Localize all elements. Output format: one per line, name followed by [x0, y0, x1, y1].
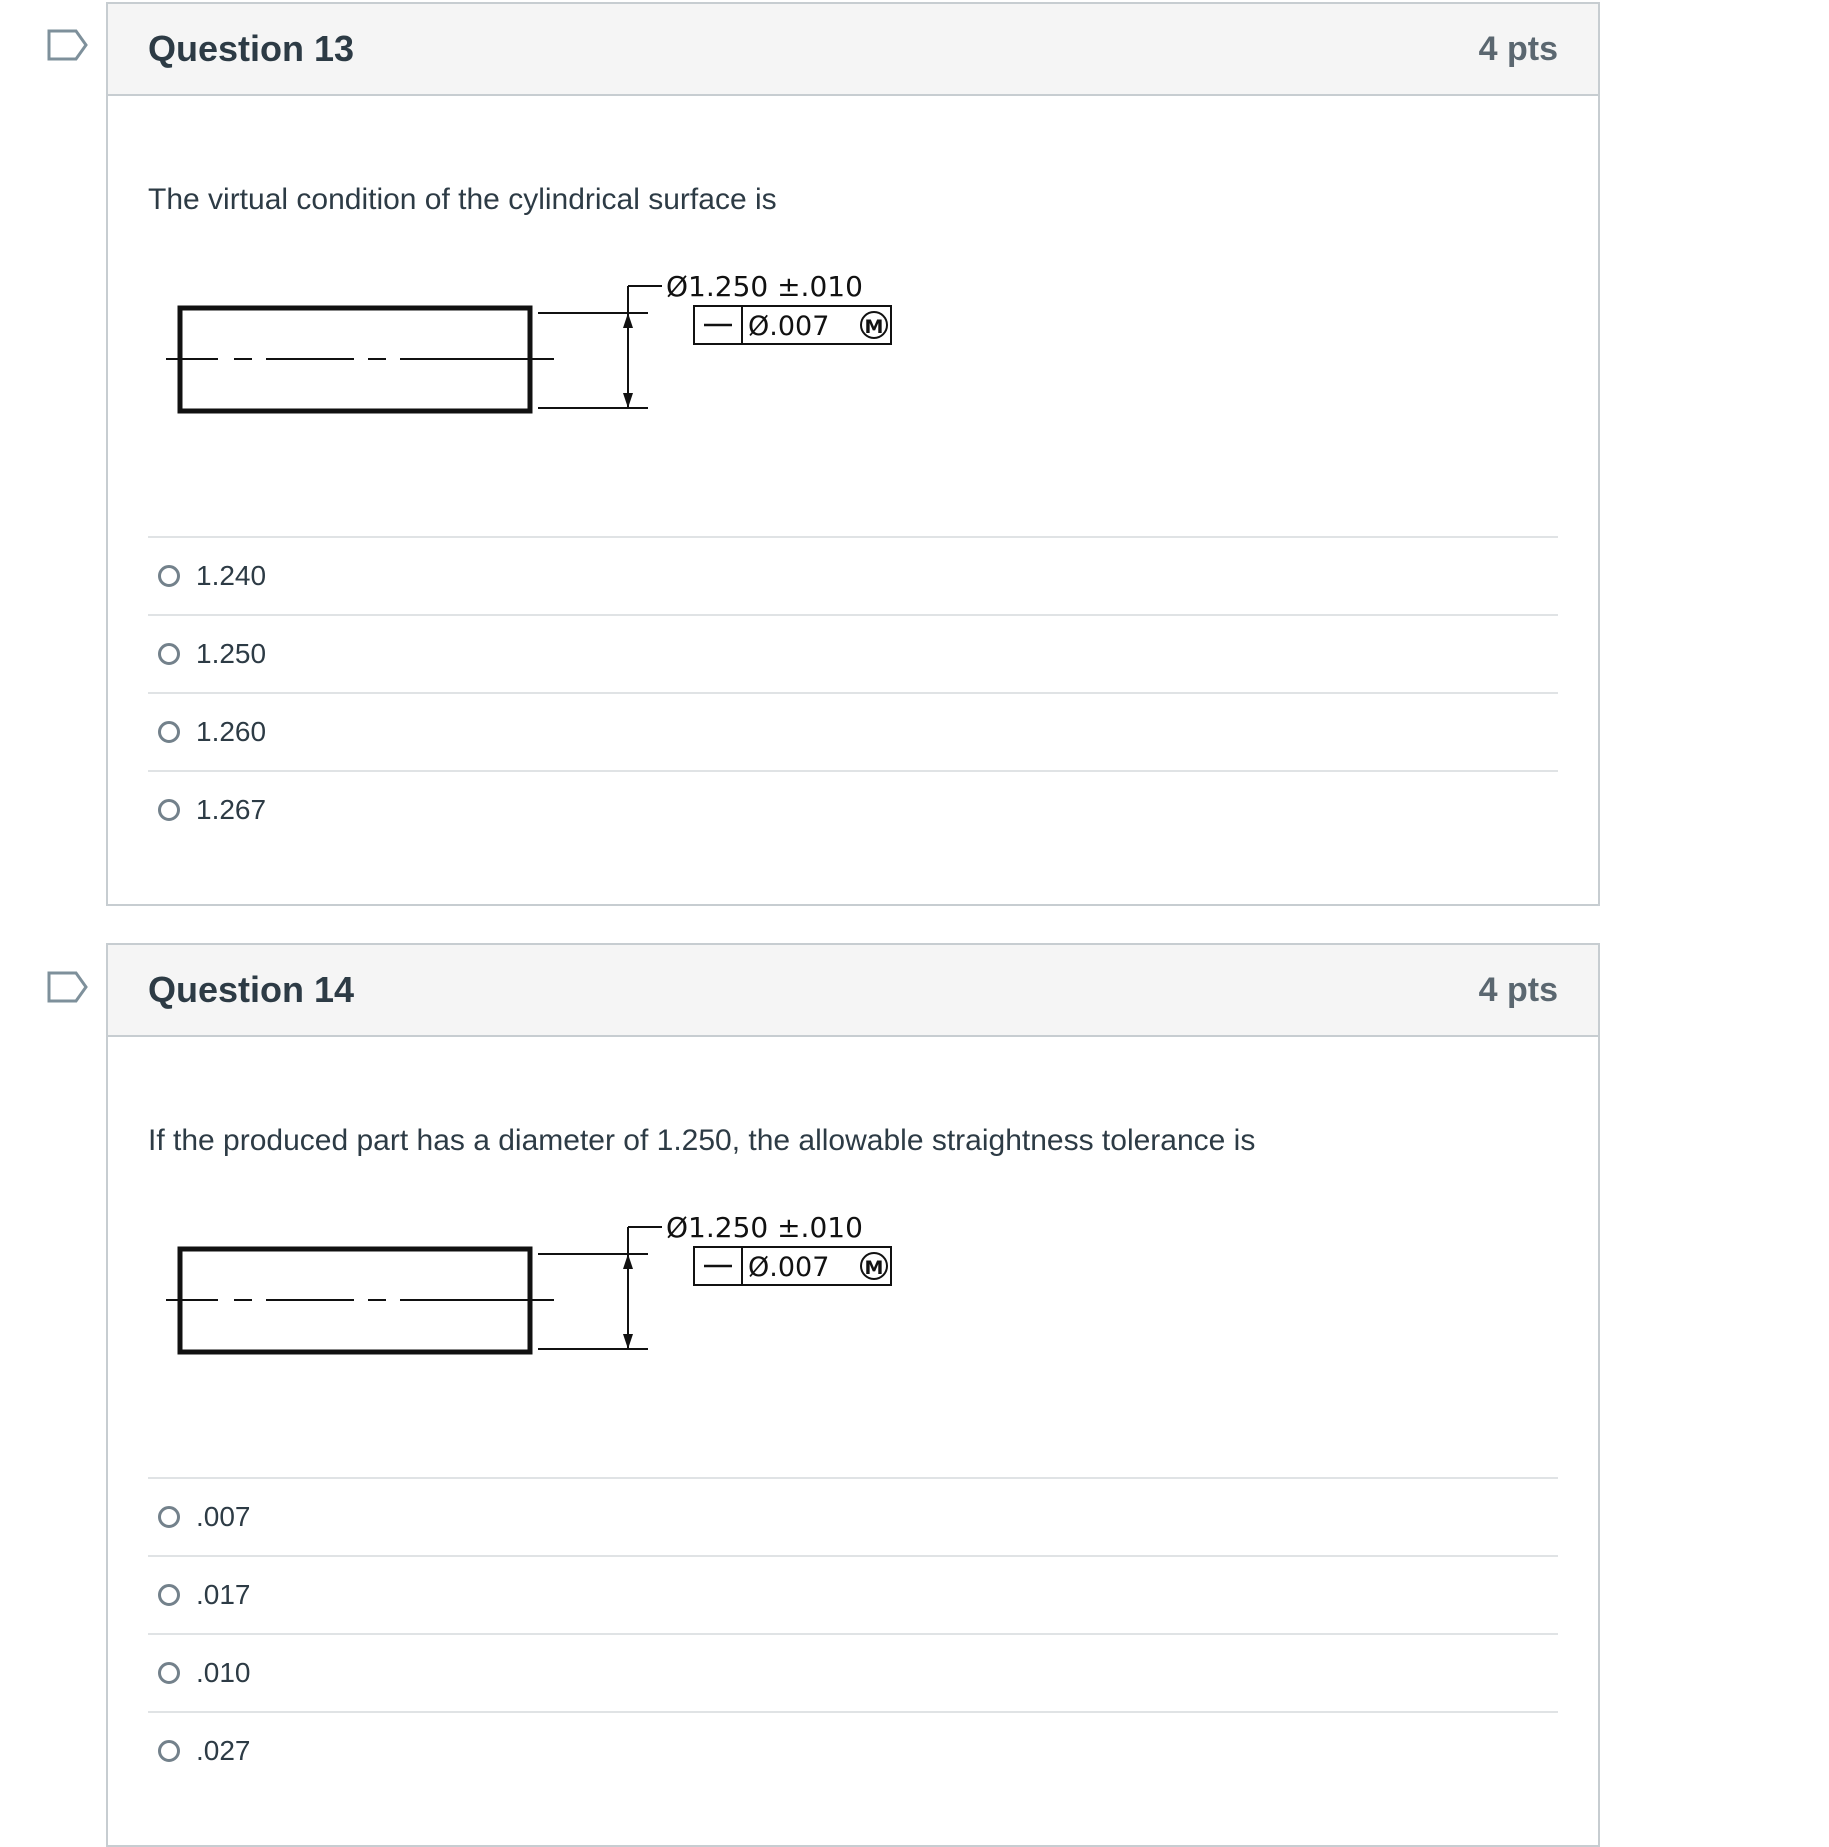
answer-option[interactable] [148, 692, 1558, 770]
question-points: 4 pts [1478, 970, 1558, 1009]
radio-unchecked-icon[interactable] [158, 643, 180, 665]
question-points: 4 pts [1478, 29, 1558, 68]
answer-option[interactable] [148, 1633, 1558, 1711]
question-14-card [106, 943, 1600, 1847]
question-text: If the produced part has a diameter of 1.250, the allowable straightness tolerance is [148, 1124, 1256, 1157]
answer-list [148, 1477, 1558, 1789]
answer-label: .027 [196, 1735, 251, 1766]
dimension-text: Ø1.250 ±.010 [666, 1211, 863, 1244]
flag-question-14-icon[interactable] [46, 970, 90, 1004]
answer-option[interactable] [148, 770, 1558, 848]
answer-option[interactable] [148, 1555, 1558, 1633]
radio-unchecked-icon[interactable] [158, 1740, 180, 1762]
cylinder-drawing-figure [154, 1199, 954, 1439]
tolerance-value: Ø.007 [748, 1252, 830, 1283]
answer-label: 1.267 [196, 794, 267, 825]
dimension-text: Ø1.250 ±.010 [666, 270, 863, 303]
question-text: The virtual condition of the cylindrical surface is [148, 183, 777, 216]
radio-unchecked-icon[interactable] [158, 1662, 180, 1684]
modifier-symbol: M [864, 1257, 884, 1279]
answer-option[interactable] [148, 1477, 1558, 1555]
cylinder-drawing [154, 1199, 954, 1439]
answer-label: 1.250 [196, 638, 267, 669]
answer-label: 1.240 [196, 560, 267, 591]
radio-unchecked-icon[interactable] [158, 721, 180, 743]
question-13-card [106, 2, 1600, 906]
answer-option[interactable] [148, 536, 1558, 614]
answer-list [148, 536, 1558, 848]
cylinder-drawing-figure [154, 258, 954, 498]
question-title: Question 13 [148, 28, 355, 69]
answer-label: .017 [196, 1579, 251, 1610]
question-header [108, 4, 1598, 96]
question-header [108, 945, 1598, 1037]
question-title: Question 14 [148, 969, 355, 1010]
answer-label: .010 [196, 1657, 251, 1688]
cylinder-drawing [154, 258, 954, 498]
radio-unchecked-icon[interactable] [158, 1584, 180, 1606]
radio-unchecked-icon[interactable] [158, 1506, 180, 1528]
radio-unchecked-icon[interactable] [158, 565, 180, 587]
tolerance-value: Ø.007 [748, 311, 830, 342]
flag-question-13-icon[interactable] [46, 28, 90, 62]
answer-label: .007 [196, 1501, 251, 1532]
modifier-symbol: M [864, 316, 884, 338]
answer-option[interactable] [148, 1711, 1558, 1789]
answer-label: 1.260 [196, 716, 267, 747]
radio-unchecked-icon[interactable] [158, 799, 180, 821]
answer-option[interactable] [148, 614, 1558, 692]
